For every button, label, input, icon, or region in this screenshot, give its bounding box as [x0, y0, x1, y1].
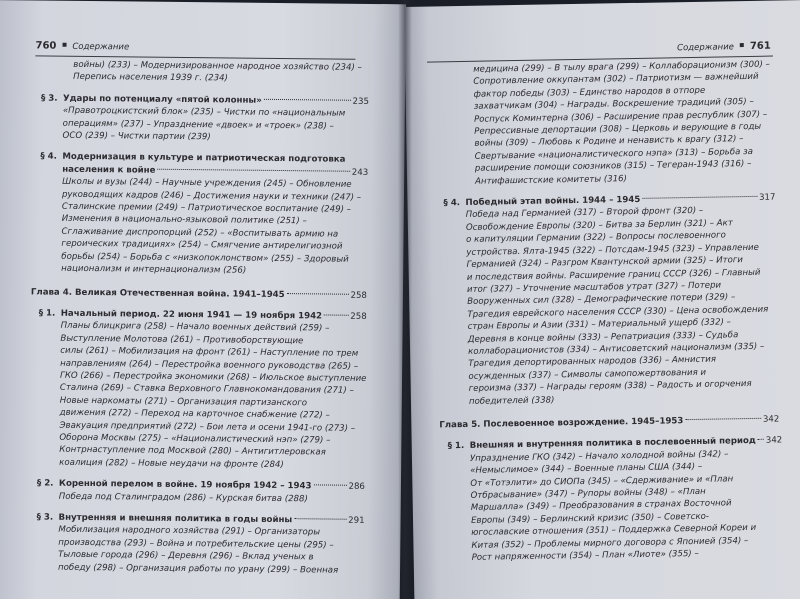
- toc-line: Сталина (269) – Ставка Верховного Главнокомандования (271) –: [59, 383, 354, 397]
- toc-line: Сопротивление оккупантам (302) – Патриотизм — важнейший: [473, 72, 759, 88]
- toc-line: войны) (233) – Модернизированное народное хозяйство (234) –: [73, 59, 362, 73]
- toc-line: ОСО (239) – Чистки партии (239): [62, 130, 211, 143]
- dot-leader: [264, 99, 351, 101]
- toc-line: коллаборационистов (334) – Антисоветский национализм (335) –: [468, 341, 765, 357]
- section-number: § 3.: [40, 93, 58, 104]
- toc-line: коалиция (282) – Новые неудачи на фронте (284): [59, 457, 284, 470]
- dot-leader: [685, 418, 761, 420]
- toc-line: Маршалла» (349) – Преобразования в странах Восточной: [470, 498, 732, 514]
- toc-line: Вооруженных сил (328) – Демографические потери (329) –: [467, 292, 736, 308]
- dot-leader: [157, 169, 349, 172]
- toc-line: Отбрасывание» (347) – Рупоры войны (348) – «План: [470, 486, 706, 501]
- dot-leader: [758, 439, 764, 440]
- section-number: § 1.: [38, 308, 56, 319]
- section-page: 243: [351, 167, 369, 178]
- toc-line: Сталинские премии (249) – Патриотическое воспитание (249) –: [61, 201, 352, 215]
- section-title: Модернизация в культуре и патриотическая подготовка: [62, 152, 346, 166]
- toc-line: победителей (338): [468, 394, 555, 407]
- section-page: 286: [348, 481, 365, 493]
- toc-line: югославские отношения (351) – Поддержка Северной Кореи и: [471, 523, 757, 539]
- dot-leader: [324, 314, 348, 315]
- section-page: 317: [758, 192, 776, 203]
- toc-line: Китая (352) – Проблемы мирного договора с Японией (354) –: [471, 535, 749, 551]
- toc-line: победу (298) – Организация работы по урану (299) – Военная: [58, 562, 339, 576]
- toc-line: борьбы (254) – Борьба с «низкопоклонством» (255) – Здоровый: [61, 251, 349, 265]
- toc-line: Трагедия депортированных народов (336) – Амнистия: [468, 354, 717, 370]
- section-title: Коренной перелом в войне. 19 ноября 1942 – 1943: [58, 478, 312, 492]
- toc-line: От «Тотэлити» до СИОПа (345) – «Сдерживание» и «План: [470, 473, 734, 489]
- toc-line: осужденных (337) – Символы самопожертвования и: [468, 367, 707, 382]
- toc-line: медицина (299) – В тылу врага (299) – Коллаборационизм (300) –: [473, 59, 771, 75]
- toc-line: направлениям (264) – Перестройка военного руководства (265) –: [60, 358, 359, 372]
- continued-entry: [33, 58, 369, 86]
- toc-line: фактор победы (303) – Единство народов в отпоре: [473, 85, 706, 100]
- toc-line: Выступление Молотова (261) – Противоборствующие: [60, 333, 304, 346]
- continued-entry: [433, 59, 775, 189]
- toc-line: руководящих кадров (246) – Достижения науки и техники (247) –: [61, 189, 362, 203]
- section-number: § 4.: [443, 198, 461, 209]
- toc-line: силы (261) – Мобилизация на фронт (261) – Наступление по трем: [60, 345, 359, 359]
- section-title: Начальный период. 22 июня 1941 — 19 ноября 1942: [60, 308, 323, 322]
- section-title: Удары по потенциалу «пятой колонны»: [62, 93, 262, 106]
- section-page: 291: [348, 515, 365, 526]
- toc-body: [433, 59, 782, 565]
- toc-line: героизма (337) – Награды героям (338) – Радость и огорчения: [468, 379, 752, 395]
- toc-line: Перепись населения 1939 г. (234): [73, 72, 228, 84]
- page-number: 760: [35, 40, 57, 52]
- toc-line: ГКО (266) – Перестройка экономики (268) – Июльское выступление: [60, 370, 367, 384]
- dot-leader: [287, 293, 349, 295]
- dot-leader: [294, 518, 346, 520]
- toc-section: [435, 192, 779, 409]
- toc-line: расширение помощи союзников (315) – Тегеран-1943 (316) –: [474, 159, 752, 175]
- toc-line: Упразднение ГКО (342) – Начало холодной войны (342) –: [469, 449, 729, 464]
- toc-line: Антифашистские комитеты (316): [475, 173, 628, 187]
- chapter-page: 342: [762, 414, 780, 425]
- toc-line: Победа под Сталинградом (286) – Курская битва (288): [58, 491, 308, 504]
- running-title: Содержание: [677, 42, 735, 54]
- bullet-icon: [62, 43, 66, 47]
- toc-line: Рост напряженности (354) – План «Лиоте» (355) –: [471, 548, 699, 563]
- section-number: § 3.: [36, 512, 54, 523]
- section-page: 235: [352, 96, 370, 107]
- section-title: Внешняя и внутренняя политика в послевоенный период: [469, 436, 756, 452]
- page-number: 761: [749, 40, 771, 52]
- toc-body: [28, 58, 369, 577]
- section-title: населения к войне: [62, 164, 156, 176]
- toc-line: производства (293) – Война и потребительские цены (295) –: [58, 537, 334, 551]
- section-number: § 2.: [36, 478, 54, 489]
- running-title: Содержание: [72, 41, 130, 53]
- right-running-head: [677, 41, 771, 55]
- section-title: Внутренняя и внешняя политика в годы войны: [58, 512, 293, 526]
- dot-leader: [314, 485, 347, 486]
- toc-section: [33, 92, 370, 145]
- toc-line: национализм и интернационализм (256): [61, 263, 247, 276]
- right-page: [404, 0, 800, 599]
- toc-line: Оборона Москвы (275) – «Националистический нэп» (279) –: [59, 432, 331, 446]
- toc-line: Тыловые города (296) – Деревня (296) – Вклад ученых в: [58, 549, 314, 563]
- toc-section: [29, 478, 365, 506]
- toc-line: Контрнаступление под Москвой (280) – Антигитлеровская: [59, 445, 326, 458]
- toc-line: Германией (324) – Разгром Квантунской армии (325) – Итоги: [466, 255, 744, 271]
- chapter-title: Глава 5. Послевоенное возрождение. 1945–1953: [439, 416, 684, 431]
- toc-line: Эвакуация предприятий (272) – Бои лета и осени 1941-го (273) –: [59, 420, 356, 434]
- toc-line: устройства. Ялта-1945 (322) – Потсдам-1945 (323) – Управление: [466, 242, 759, 258]
- toc-line: Освобождение Европы (320) – Битва за Берлин (321) – Акт: [465, 218, 733, 233]
- chapter-heading[interactable]: [439, 413, 779, 431]
- section-page: 258: [350, 311, 367, 322]
- toc-line: героических традициях» (254) – Смягчение антирелигиозной: [61, 239, 343, 252]
- chapter-title: Глава 4. Великая Отечественная война. 1941–1945: [30, 286, 285, 300]
- toc-section: [31, 151, 368, 279]
- toc-section: [29, 307, 367, 472]
- toc-section: [440, 435, 782, 565]
- left-running-head: [35, 40, 129, 53]
- toc-line: Новые наркоматы (271) – Организация партизанского: [59, 395, 308, 409]
- toc-line: Роспуск Коминтерна (306) – Расширение прав республик (307) –: [473, 109, 768, 125]
- toc-line: Репрессивные депортации (308) – Церковь и верующие в годы: [474, 121, 762, 137]
- toc-line: стран Европы и Азии (331) – Материальный ущерб (332) –: [467, 317, 732, 333]
- toc-line: и последствия войны. Расширение границ СССР (326) – Главный: [466, 267, 761, 283]
- bullet-icon: [740, 43, 744, 47]
- toc-line: Победа над Германией (317) – Второй фронт (320) –: [465, 206, 704, 221]
- toc-line: Трагедия еврейского населения СССР (330) – Цена освобождения: [467, 304, 769, 320]
- toc-line: о капитуляции Германии (322) – Вопросы послевоенного: [466, 230, 727, 246]
- toc-line: итог (327) – Уточнение масштабов утрат (327) – Потери: [466, 280, 722, 295]
- toc-line: движения (272) – Переход на карточное снабжение (272) –: [59, 407, 330, 421]
- section-number: § 4.: [40, 151, 57, 163]
- section-title: Победный этап войны. 1944 – 1945: [465, 194, 641, 209]
- toc-line: Планы блицкрига (258) – Начало военных действий (259) –: [60, 321, 330, 334]
- toc-line: Мобилизация народного хозяйства (291) – Организаторы: [58, 525, 321, 538]
- chapter-heading[interactable]: [31, 286, 367, 302]
- toc-line: войны (309) – Любовь к Родине и ненависть к врагу (312) –: [474, 134, 744, 150]
- toc-line: Школы и вузы (244) – Научные учреждения (245) – Обновление: [62, 176, 352, 191]
- dot-leader: [642, 196, 757, 199]
- section-number: § 1.: [447, 441, 465, 452]
- toc-line: «Немыслимое» (344) – Военные планы США (344) –: [470, 462, 703, 477]
- toc-section: [28, 511, 365, 577]
- toc-line: операциям» (237) – Упразднение «двоек» и «троек» (238) –: [62, 118, 334, 132]
- toc-line: Изменения в национально-языковой политике (251) –: [61, 214, 307, 227]
- section-page: 342: [765, 435, 783, 447]
- toc-line: захватчикам (304) – Награды. Воскрешение традиций (305) –: [473, 97, 754, 112]
- toc-line: Сглаживание диспропорций (252) – «Воспитывать армию на: [61, 226, 339, 240]
- chapter-page: 258: [350, 290, 367, 301]
- book-gutter: [398, 0, 412, 599]
- toc-line: Деревня в конце войны (333) – Репатриация (333) – Судьба: [467, 329, 739, 345]
- toc-line: «Правотроцкистский блок» (235) – Чистки по «национальным: [62, 105, 346, 119]
- toc-line: Свертывание «националистического нэпа» (313) – Борьба за: [474, 146, 754, 162]
- toc-line: Европы (349) – Берлинский кризис (350) – Советско-: [470, 511, 710, 526]
